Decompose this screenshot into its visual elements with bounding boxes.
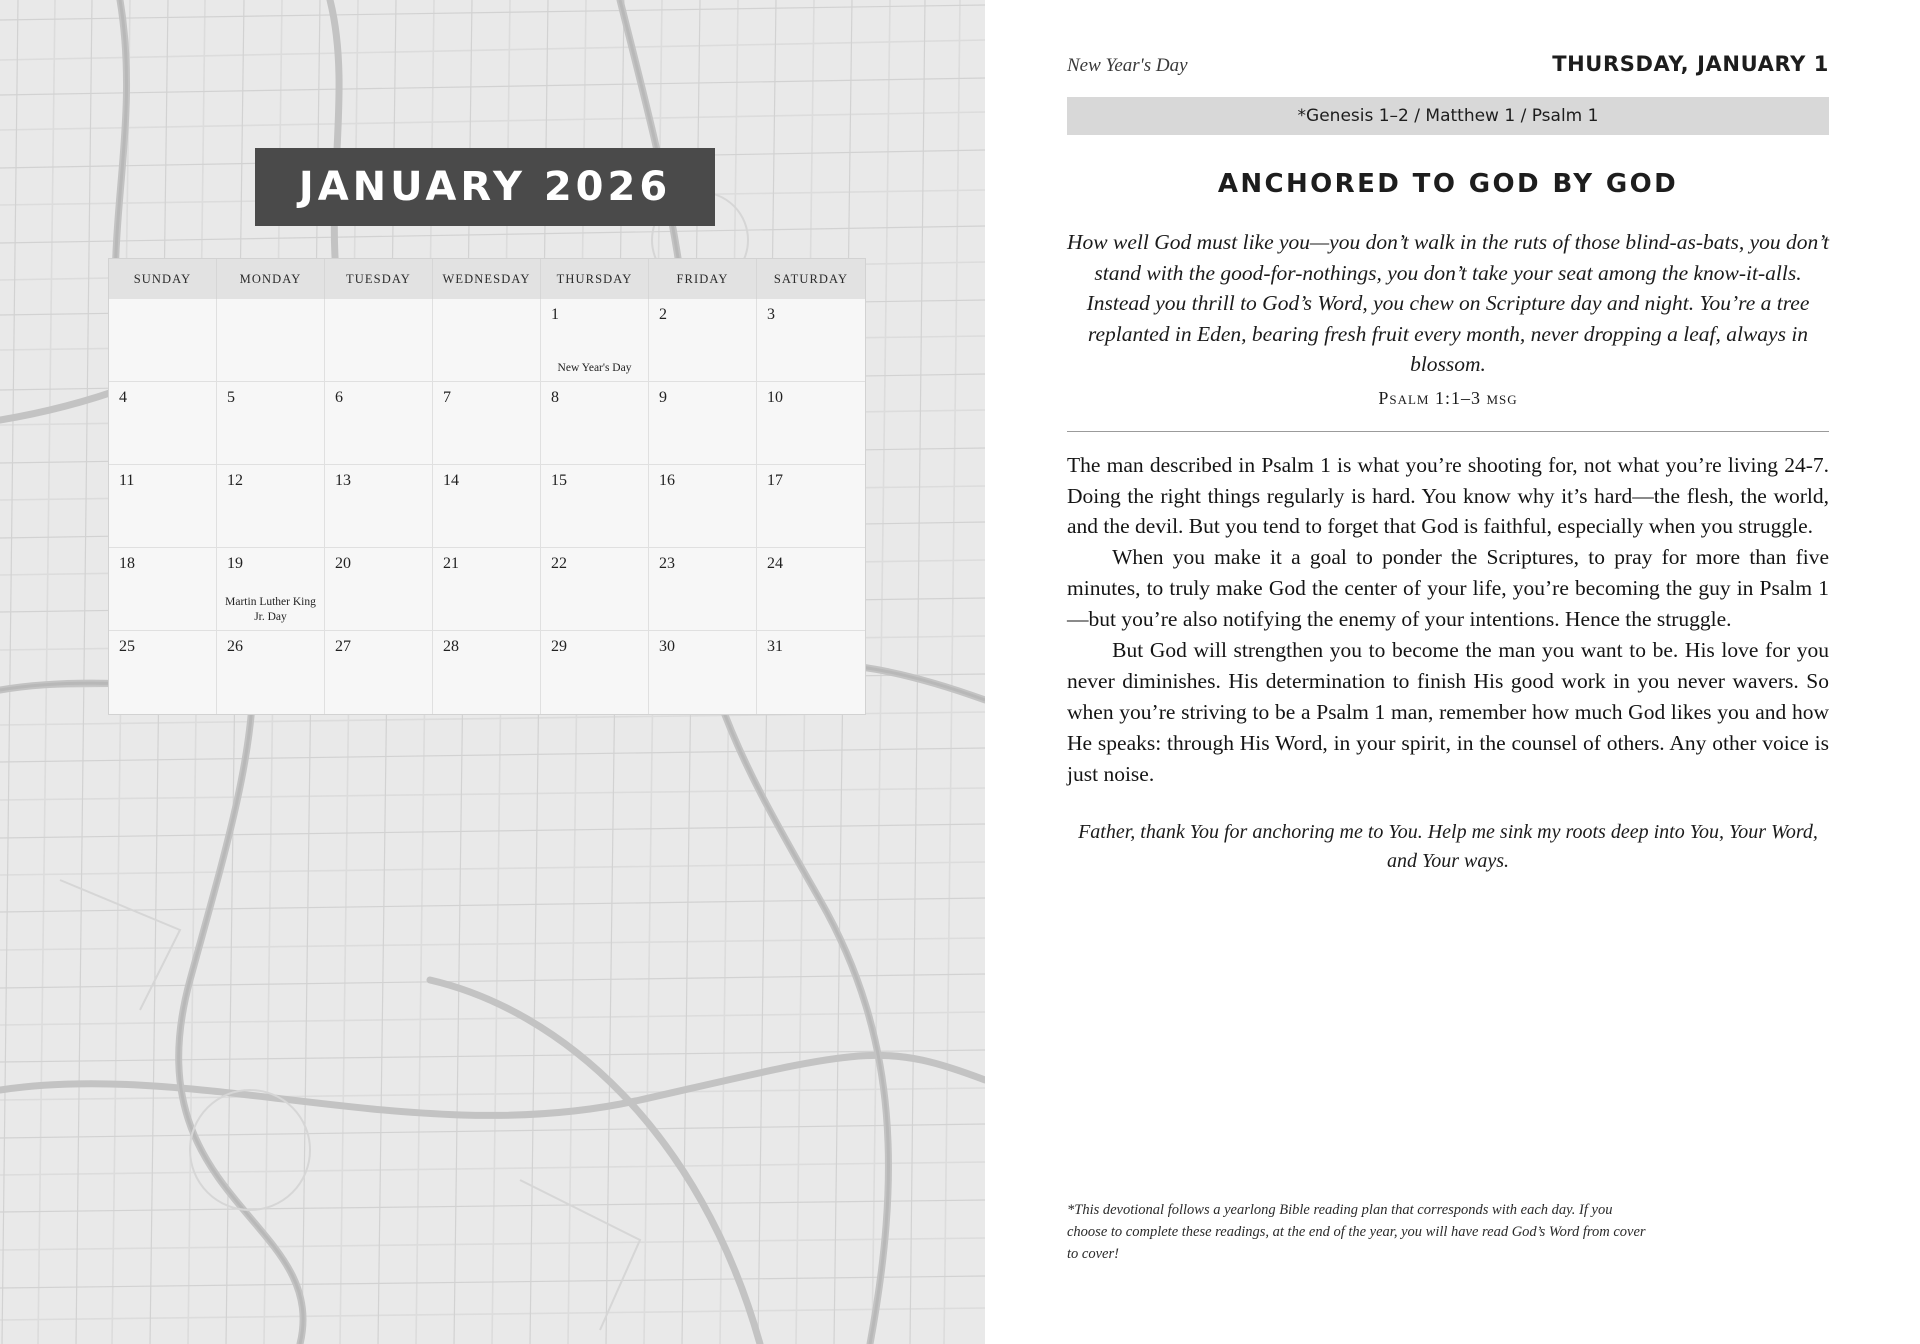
calendar-day-cell[interactable] xyxy=(649,465,757,548)
day-number: 4 xyxy=(119,389,127,406)
day-event: Martin Luther King Jr. Day xyxy=(225,596,316,623)
day-number: 15 xyxy=(551,472,567,489)
day-number: 25 xyxy=(119,638,135,655)
calendar-day-cell[interactable] xyxy=(109,631,217,714)
scripture-verse: How well God must like you—you don’t walk in the ruts of those blind-as-bats, you don’t stand with the good-for-nothings, you don’t take your seat among the know-it-alls. Instead you thrill to God’s Word, you chew on Scripture day and night. You’re a tree replanted in Eden, bearing fresh fruit every month, never dropping a leaf, always in blossom. xyxy=(1067,230,1830,377)
calendar-day-cell[interactable] xyxy=(217,631,325,714)
day-number: 23 xyxy=(659,555,675,572)
day-number: 26 xyxy=(227,638,243,655)
calendar-day-cell[interactable] xyxy=(541,382,649,465)
day-number: 14 xyxy=(443,472,459,489)
day-number: 9 xyxy=(659,389,667,406)
devotional-holiday-label: New Year's Day xyxy=(1067,55,1188,76)
calendar-day-cell[interactable] xyxy=(325,382,433,465)
devotional-footnote: *This devotional follows a yearlong Bible reading plan that corresponds with each day. If you choose to complete these readings, at the end of the year, you will have read God’s Word from cover to cover! xyxy=(1067,1202,1646,1262)
scripture-reference: Psalm 1:1–3 msg xyxy=(1378,387,1518,408)
bible-reading-plan-text: *Genesis 1–2 / Matthew 1 / Psalm 1 xyxy=(1297,106,1599,126)
day-number: 17 xyxy=(767,472,783,489)
calendar-day-cell[interactable] xyxy=(649,299,757,382)
weekday-header-monday: MONDAY xyxy=(217,259,325,299)
day-number: 10 xyxy=(767,389,783,406)
calendar-day-cell[interactable] xyxy=(757,299,865,382)
calendar-day-cell[interactable] xyxy=(541,465,649,548)
calendar-day-cell[interactable] xyxy=(433,382,541,465)
day-number: 13 xyxy=(335,472,351,489)
devotional-title: ANCHORED TO GOD BY GOD xyxy=(1217,169,1679,199)
day-number: 31 xyxy=(767,638,783,655)
day-number: 24 xyxy=(767,555,783,572)
weekday-header-saturday: SATURDAY xyxy=(773,272,849,286)
calendar-day-cell[interactable] xyxy=(649,631,757,714)
day-event: New Year's Day xyxy=(557,361,632,374)
calendar-day-cell[interactable] xyxy=(757,548,865,631)
day-number: 3 xyxy=(767,306,775,323)
calendar-day-cell[interactable] xyxy=(433,548,541,631)
day-number: 27 xyxy=(335,638,351,655)
calendar-day-cell[interactable] xyxy=(433,631,541,714)
day-number: 30 xyxy=(659,638,675,655)
day-number: 20 xyxy=(335,555,351,572)
devotional-body xyxy=(1067,450,1829,790)
calendar-day-cell[interactable] xyxy=(433,299,541,382)
bible-reading-plan-bar xyxy=(1067,97,1829,135)
calendar-day-cell[interactable] xyxy=(109,548,217,631)
day-number: 2 xyxy=(659,306,667,323)
calendar-day-cell[interactable] xyxy=(325,465,433,548)
weekday-header-wednesday: WEDNESDAY xyxy=(433,259,541,299)
calendar-day-cell[interactable] xyxy=(541,299,649,382)
day-number: 22 xyxy=(551,555,567,572)
calendar-day-cell[interactable] xyxy=(541,548,649,631)
calendar-weekday-header-row xyxy=(109,259,865,299)
calendar-day-cell[interactable] xyxy=(433,465,541,548)
calendar-day-cells xyxy=(109,299,865,714)
calendar-day-cell[interactable] xyxy=(649,548,757,631)
day-number: 18 xyxy=(119,555,135,572)
weekday-header-thursday: THURSDAY xyxy=(541,259,649,299)
day-number: 12 xyxy=(227,472,243,489)
calendar-day-cell[interactable] xyxy=(109,382,217,465)
devotional-date: THURSDAY, JANUARY 1 xyxy=(1552,52,1829,76)
weekday-header-sunday: SUNDAY xyxy=(109,259,217,299)
devotional-prayer: Father, thank You for anchoring me to You. Help me sink my roots deep into You, Your Word, and Your ways. xyxy=(1078,821,1818,873)
devotional-paragraph: But God will strengthen you to become the man you want to be. His love for you never diminishes. His determination to finish His good work in you never wavers. So when you’re striving to be a Psalm 1 man, remember how much God likes you and how He speaks: through His Word, in your spirit, in the counsel of others. Any other voice is just noise. xyxy=(1067,638,1829,787)
devotional-page xyxy=(985,0,1920,1344)
devotional-paragraph: The man described in Psalm 1 is what you’re shooting for, not what you’re living 24-7. Doing the right things regularly is hard. You know why it’s hard—the flesh, the world, and the devil. But you tend to forget that God is faithful, especially when you struggle. xyxy=(1067,452,1829,539)
day-number: 16 xyxy=(659,472,675,489)
day-number: 6 xyxy=(335,389,343,406)
calendar-day-cell[interactable] xyxy=(109,299,217,382)
day-number: 7 xyxy=(443,389,451,406)
calendar-grid xyxy=(108,258,866,715)
day-number: 28 xyxy=(443,638,459,655)
calendar-day-cell[interactable] xyxy=(325,299,433,382)
calendar-day-cell[interactable] xyxy=(541,631,649,714)
day-number: 11 xyxy=(119,472,135,489)
month-title-banner xyxy=(255,148,715,226)
day-number: 1 xyxy=(551,306,559,323)
day-number: 29 xyxy=(551,638,567,655)
weekday-header-tuesday: TUESDAY xyxy=(325,259,433,299)
weekday-header-friday: FRIDAY xyxy=(649,259,757,299)
calendar-day-cell[interactable] xyxy=(325,548,433,631)
month-title: JANUARY 2026 xyxy=(298,164,672,210)
day-number: 19 xyxy=(227,555,243,572)
section-divider xyxy=(1067,431,1829,432)
devotional-paragraph: When you make it a goal to ponder the Scriptures, to pray for more than five minutes, to truly make God the center of your life, you’re becoming the guy in Psalm 1—but you’re also notifying the enemy of your intentions. Hence the struggle. xyxy=(1067,545,1829,632)
devotional-content xyxy=(1067,52,1829,876)
day-number: 5 xyxy=(227,389,235,406)
calendar-day-cell[interactable] xyxy=(217,299,325,382)
calendar-day-cell[interactable] xyxy=(649,382,757,465)
devotional-header xyxy=(1067,52,1829,77)
calendar-day-cell[interactable] xyxy=(109,465,217,548)
day-number: 21 xyxy=(443,555,459,572)
calendar-day-cell[interactable] xyxy=(757,465,865,548)
calendar-day-cell[interactable] xyxy=(217,548,325,631)
calendar-day-cell[interactable] xyxy=(217,465,325,548)
calendar-day-cell[interactable] xyxy=(217,382,325,465)
calendar-day-cell[interactable] xyxy=(325,631,433,714)
calendar-day-cell[interactable] xyxy=(757,631,865,714)
day-number: 8 xyxy=(551,389,559,406)
calendar-day-cell[interactable] xyxy=(757,382,865,465)
